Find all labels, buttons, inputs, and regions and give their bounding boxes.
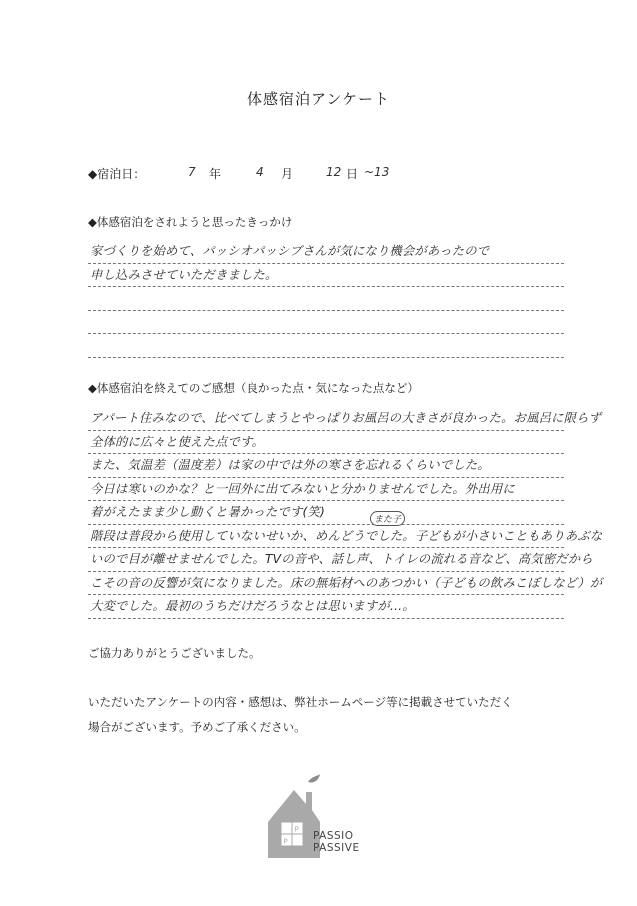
reason-line <box>88 334 564 358</box>
page-title: 体感宿泊アンケート <box>246 90 391 108</box>
notice-line: 場合がございます。予めご了承ください。 <box>88 720 306 734</box>
stay-year-unit: 年 <box>209 167 222 181</box>
stay-month-value: 4 <box>256 165 264 179</box>
impression-section-label: ◆体感宿泊を終えてのご感想（良かった点・気になった点など） <box>88 381 419 395</box>
stay-date-label: ◆宿泊日： <box>88 167 146 181</box>
stay-year-value: 7 <box>188 165 196 179</box>
svg-text:P: P <box>294 825 299 834</box>
impression-answer-lines <box>88 407 603 619</box>
impression-line: また、気温差（温度差）は家の中では外の寒さを忘れるくらいでした。 <box>88 454 564 478</box>
brand-line1: PASSIO <box>313 830 354 842</box>
impression-line: 着がえたまま少し動くと暑かったです(笑) <box>88 501 564 525</box>
impression-line: 今日は寒いのかな？と一回外に出てみないと分かりませんでした。外出用に <box>88 478 564 502</box>
stay-month-unit: 月 <box>281 167 294 181</box>
impression-line: 全体的に広々と使えた点です。 <box>88 431 564 455</box>
reason-line: 家づくりを始めて、パッシオパッシブさんが気になり機会があったので <box>88 240 564 264</box>
stay-day-unit: 日 <box>346 167 359 181</box>
impression-line: こその音の反響が気になりました。床の無垢材へのあつかい（子どもの飲みこぼしなど）が <box>88 572 564 596</box>
reason-line <box>88 311 564 335</box>
brand-name <box>313 830 360 854</box>
impression-line: いので目が離せませんでした。TVの音や、話し声、トイレの流れる音など、高気密だから <box>88 548 564 572</box>
thanks-message: ご協力ありがとうございました。 <box>88 646 261 660</box>
reason-section-label: ◆体感宿泊をされようと思ったきっかけ <box>88 215 293 229</box>
reason-line: 申し込みさせていただきました。 <box>88 264 564 288</box>
handwritten-insert-note: また子 <box>370 511 405 526</box>
brand-line2: PASSIVE <box>313 842 360 854</box>
reason-answer-lines <box>88 240 564 358</box>
stay-day-value: 12 <box>326 165 342 179</box>
impression-line: アパート住みなので、比べてしまうとやっぱりお風呂の大きさが良かった。お風呂に限らず <box>88 407 564 431</box>
impression-line: 階段は普段から使用していないせいか、めんどうでした。子どもが小さいこともありあぶな <box>88 525 564 549</box>
stay-day-end: ~13 <box>364 165 390 179</box>
stay-date-row <box>88 165 448 183</box>
impression-line: 大変でした。最初のうちだけだろうなとは思いますが…。 <box>88 595 564 619</box>
svg-text:P: P <box>283 837 288 846</box>
reason-line <box>88 287 564 311</box>
publication-notice <box>88 690 568 740</box>
notice-line: いただいたアンケートの内容・感想は、弊社ホームページ等に掲載させていただく <box>88 695 513 709</box>
